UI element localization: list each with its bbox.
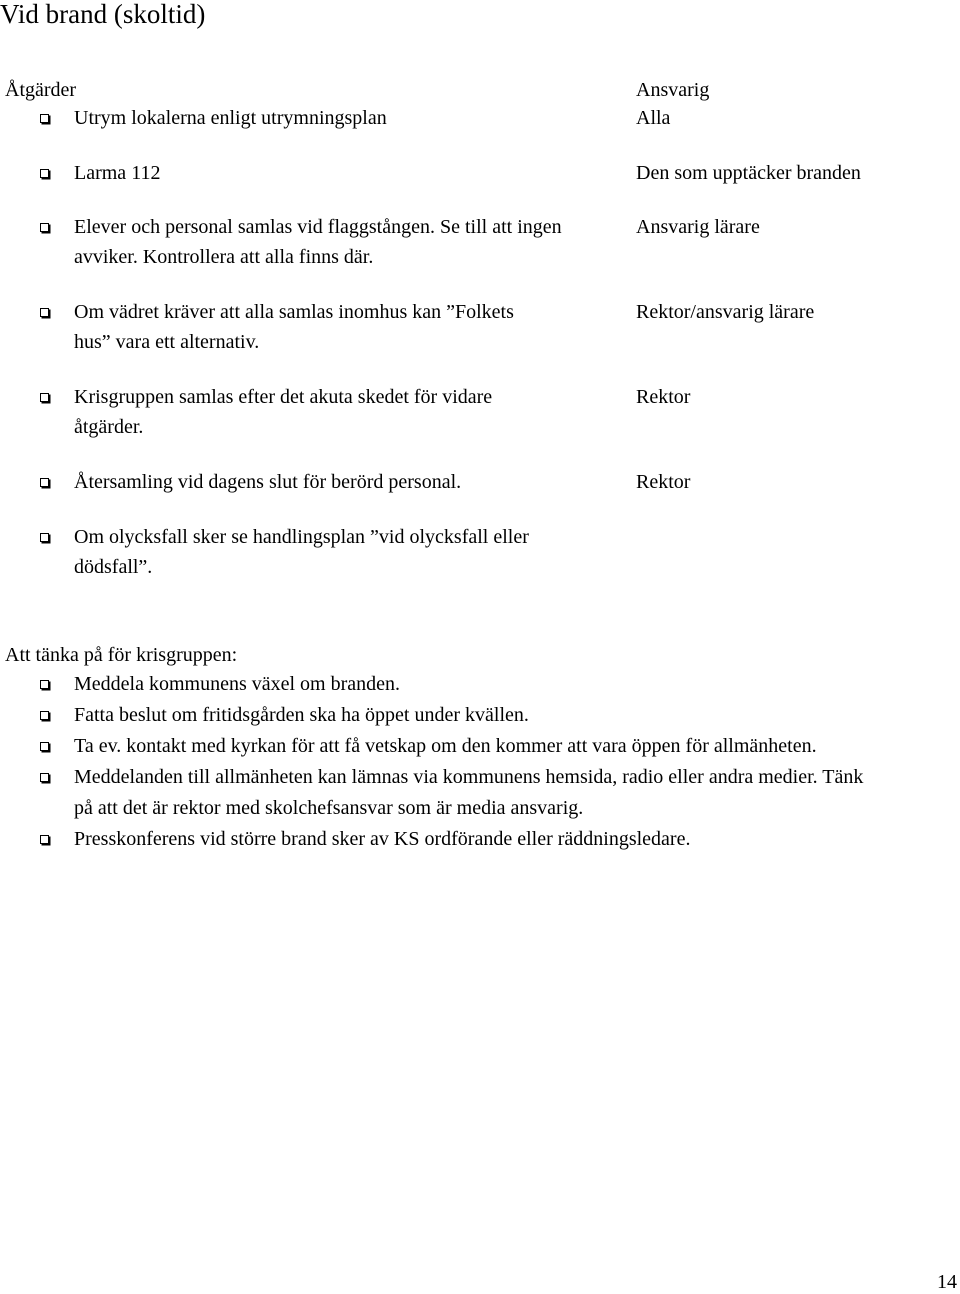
checkbox-bullet-icon [40, 680, 49, 689]
action-text: Återsamling vid dagens slut för berörd personal. [74, 471, 462, 493]
list-item-text: Ta ev. kontakt med kyrkan för att få vetskap om den kommer att vara öppen för allmänheten. [74, 735, 817, 757]
crisis-group-list [0, 669, 960, 855]
responsible-column-heading: Ansvarig [636, 79, 710, 101]
responsible-text: Rektor [636, 386, 691, 408]
action-text: Elever och personal samlas vid flaggstången. Se till att ingen avviker. Kontrollera att alla finns där. [74, 216, 567, 268]
action-text: Utrym lokalerna enligt utrymningsplan [74, 107, 387, 129]
checkbox-bullet-icon [40, 742, 49, 751]
crisis-group-heading: Att tänka på för krisgruppen: [5, 644, 238, 666]
list-item [0, 731, 834, 762]
checkbox-bullet-icon [40, 223, 49, 232]
checkbox-bullet-icon [40, 169, 49, 178]
checkbox-bullet-icon [40, 308, 49, 317]
action-text: Om olycksfall sker se handlingsplan ”vid olycksfall eller dödsfall”. [74, 526, 534, 578]
checkbox-bullet-icon [40, 114, 49, 123]
page-title: Vid brand (skoltid) [0, 0, 206, 29]
actions-column-heading: Åtgärder [5, 79, 77, 101]
list-item-text: Fatta beslut om fritidsgården ska ha öppet under kvällen. [74, 704, 529, 726]
responsible-text: Rektor/ansvarig lärare [636, 301, 815, 323]
list-item-text: Meddelanden till allmänheten kan lämnas via kommunens hemsida, radio eller andra medier. Tänk på att det är rektor med skolchefsansvar som är media ansvarig. [74, 766, 864, 819]
action-text: Larma 112 [74, 162, 161, 184]
checkbox-bullet-icon [40, 773, 49, 782]
list-item-text: Presskonferens vid större brand sker av KS ordförande eller räddningsledare. [74, 828, 691, 850]
responsible-text: Alla [636, 107, 671, 129]
action-text: Om vädret kräver att alla samlas inomhus kan ”Folkets hus” vara ett alternativ. [74, 301, 519, 353]
checkbox-bullet-icon [40, 711, 49, 720]
list-item [0, 762, 874, 824]
checkbox-bullet-icon [40, 835, 49, 844]
page-number: 14 [937, 1271, 957, 1293]
checkbox-bullet-icon [40, 533, 49, 542]
list-item-text: Meddela kommunens växel om branden. [74, 673, 401, 695]
responsible-text: Den som upptäcker branden [636, 162, 861, 184]
list-item [0, 700, 874, 731]
checkbox-bullet-icon [40, 393, 49, 402]
list-item [0, 824, 874, 855]
responsible-text: Ansvarig lärare [636, 216, 760, 238]
action-text: Krisgruppen samlas efter det akuta skedet för vidare åtgärder. [74, 386, 498, 438]
responsible-text: Rektor [636, 471, 691, 493]
list-item [0, 669, 874, 700]
checkbox-bullet-icon [40, 478, 49, 487]
